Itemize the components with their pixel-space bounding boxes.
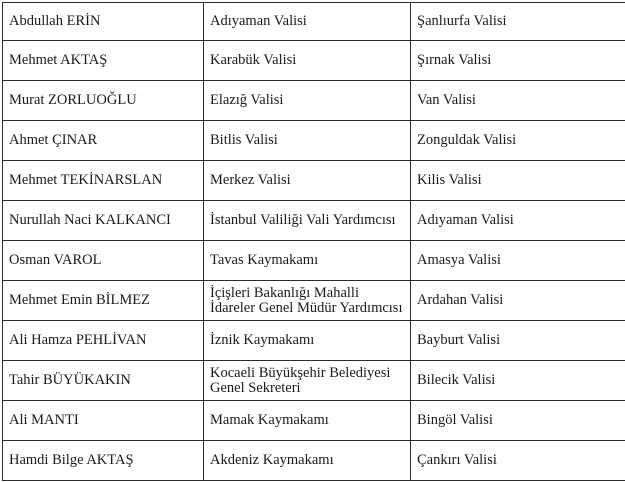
table-row (3, 361, 625, 401)
person-name-cell: Ahmet ÇINAR (3, 121, 204, 161)
current-post-cell: İznik Kaymakamı (204, 321, 411, 361)
table-row (3, 161, 625, 201)
new-post-cell: Ardahan Valisi (411, 281, 625, 321)
table-row (3, 441, 625, 481)
table-row (3, 81, 625, 121)
person-name-cell: Osman VAROL (3, 241, 204, 281)
current-post-cell: İçişleri Bakanlığı Mahalli İdareler Genel Müdür Yardımcısı (204, 281, 411, 321)
table-row (3, 3, 625, 41)
person-name-cell: Mehmet AKTAŞ (3, 41, 204, 81)
new-post-cell: Çankırı Valisi (411, 441, 625, 481)
table-row (3, 121, 625, 161)
new-post-cell: Şanlıurfa Valisi (411, 3, 625, 41)
new-post-cell: Zonguldak Valisi (411, 121, 625, 161)
table-row (3, 241, 625, 281)
current-post-cell: Mamak Kaymakamı (204, 401, 411, 441)
new-post-cell: Bingöl Valisi (411, 401, 625, 441)
current-post-cell: Merkez Valisi (204, 161, 411, 201)
person-name-cell: Mehmet TEKİNARSLAN (3, 161, 204, 201)
new-post-cell: Kilis Valisi (411, 161, 625, 201)
current-post-cell: Karabük Valisi (204, 41, 411, 81)
current-post-cell: Akdeniz Kaymakamı (204, 441, 411, 481)
person-name-cell: Nurullah Naci KALKANCI (3, 201, 204, 241)
person-name-cell: Ali MANTI (3, 401, 204, 441)
current-post-cell: Adıyaman Valisi (204, 3, 411, 41)
person-name-cell: Ali Hamza PEHLİVAN (3, 321, 204, 361)
current-post-cell: İstanbul Valiliği Vali Yardımcısı (204, 201, 411, 241)
person-name-cell: Abdullah ERİN (3, 3, 204, 41)
person-name-cell: Tahir BÜYÜKAKIN (3, 361, 204, 401)
current-post-cell: Tavas Kaymakamı (204, 241, 411, 281)
person-name-cell: Mehmet Emin BİLMEZ (3, 281, 204, 321)
current-post-cell: Elazığ Valisi (204, 81, 411, 121)
person-name-cell: Murat ZORLUOĞLU (3, 81, 204, 121)
person-name-cell: Hamdi Bilge AKTAŞ (3, 441, 204, 481)
new-post-cell: Adıyaman Valisi (411, 201, 625, 241)
table-row (3, 401, 625, 441)
new-post-cell: Bilecik Valisi (411, 361, 625, 401)
table-row (3, 41, 625, 81)
new-post-cell: Şırnak Valisi (411, 41, 625, 81)
table-row (3, 281, 625, 321)
new-post-cell: Amasya Valisi (411, 241, 625, 281)
new-post-cell: Bayburt Valisi (411, 321, 625, 361)
table-row (3, 321, 625, 361)
table-row (3, 201, 625, 241)
appointments-table (2, 2, 625, 481)
appointments-table-body (3, 3, 625, 481)
current-post-cell: Kocaeli Büyükşehir Belediyesi Genel Sekreteri (204, 361, 411, 401)
current-post-cell: Bitlis Valisi (204, 121, 411, 161)
new-post-cell: Van Valisi (411, 81, 625, 121)
